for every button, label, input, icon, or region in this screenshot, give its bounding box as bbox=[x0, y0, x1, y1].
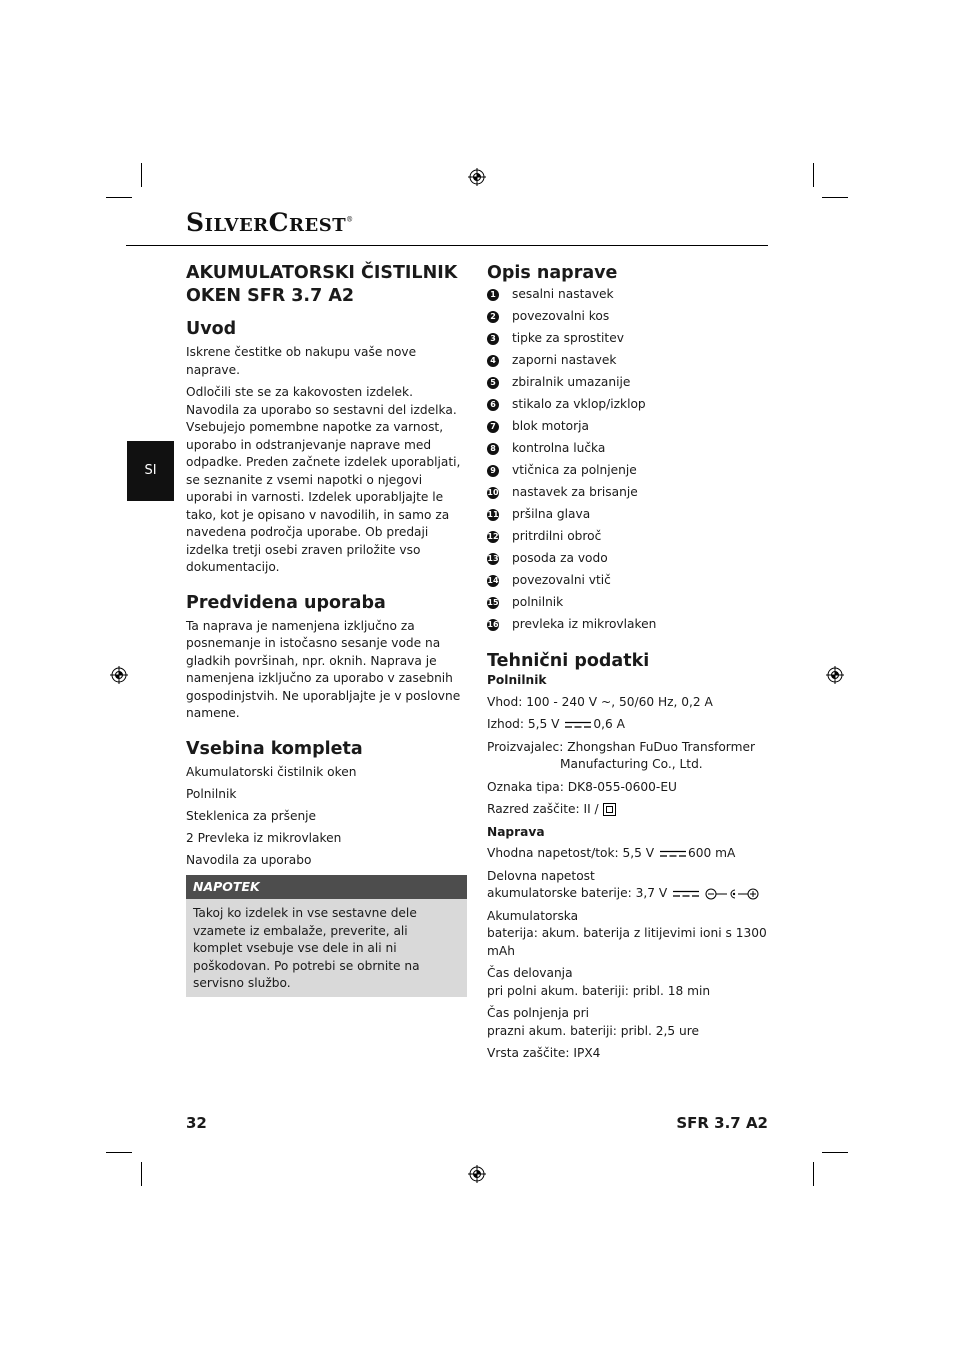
intro-text: Iskrene čestitke ob nakupu vaše nove naprave. bbox=[186, 345, 417, 377]
spec-input: Vhod: 100 - 240 V ~, 50/60 Hz, 0,2 A bbox=[487, 694, 713, 709]
list-item: 2 Prevleka iz mikrovlaken bbox=[186, 830, 342, 845]
crop-mark bbox=[141, 163, 142, 187]
parts-list bbox=[487, 284, 777, 636]
spec-manufacturer: Proizvajalec: Zhongshan FuDuo Transformer Manufacturing Co., Ltd. bbox=[487, 739, 755, 771]
list-item: 4 zaporni nastavek bbox=[487, 350, 777, 372]
dc-symbol-icon bbox=[673, 890, 699, 898]
number-badge-icon: 15 bbox=[487, 598, 499, 608]
list-item: Akumulatorski čistilnik oken bbox=[186, 764, 357, 779]
list-item: 9 vtičnica za polnjenje bbox=[487, 460, 777, 482]
list-item: Polnilnik bbox=[186, 786, 237, 801]
number-badge-icon: 16 bbox=[487, 620, 499, 630]
list-item: 10 nastavek za brisanje bbox=[487, 485, 638, 500]
contents-list bbox=[186, 764, 468, 870]
contents-heading: Vsebina kompleta bbox=[186, 738, 363, 759]
number-badge-icon: 11 bbox=[487, 510, 499, 520]
left-column bbox=[186, 262, 468, 997]
list-item: 3 tipke za sprostitev bbox=[487, 328, 777, 350]
list-item: 15 polnilnik bbox=[487, 595, 564, 610]
number-badge-icon: 6 bbox=[487, 399, 499, 411]
list-item: 14 povezovalni vtič bbox=[487, 573, 611, 588]
list-item: Navodila za uporabo bbox=[186, 852, 312, 867]
spec-charge-time: Čas polnjenja pri prazni akum. bateriji: pribl. 2,5 ure bbox=[487, 1006, 699, 1038]
intro-text: Odločili ste se za kakovosten izdelek. Navodila za uporabo so sestavni del izdelka. Vsebujejo pomembne napotke za varnost, uporabo in odstranjevanje naprave med odpadke. Preden začnete izdelek uporabljati, se seznanite z vsemi napotki o njegovi uporabi in varnosti. Izdelek uporabljajte le tako, kot je opisano v navodilih, in samo za navedena področja uporabe. Ob predaji izdelka tretji osebi zraven priložite vso dokumentacijo. bbox=[186, 385, 461, 574]
note-box bbox=[186, 875, 467, 997]
number-badge-icon: 8 bbox=[487, 443, 499, 455]
right-column bbox=[487, 262, 777, 1068]
list-item: 2 povezovalni kos bbox=[487, 306, 777, 328]
number-badge-icon: 12 bbox=[487, 532, 499, 542]
intended-use-heading: Predvidena uporaba bbox=[186, 592, 386, 613]
number-badge-icon: 13 bbox=[487, 554, 499, 564]
crop-mark bbox=[822, 197, 848, 198]
dc-symbol-icon bbox=[660, 850, 686, 858]
note-heading: NAPOTEK bbox=[186, 875, 467, 899]
number-badge-icon: 9 bbox=[487, 465, 499, 477]
polarity-icon bbox=[705, 888, 759, 900]
list-item: 13 posoda za vodo bbox=[487, 551, 608, 566]
crop-mark bbox=[813, 163, 814, 187]
tech-data-heading: Tehnični podatki bbox=[487, 651, 650, 671]
page-title: AKUMULATORSKI ČISTILNIK OKEN SFR 3.7 A2 bbox=[186, 263, 458, 306]
spec-operating-voltage: Delovna napetost akumulatorske baterije: 3,7 V bbox=[487, 868, 777, 903]
spec-runtime: Čas delovanja pri polni akum. bateriji: pribl. 18 min bbox=[487, 966, 711, 998]
spec-ip-rating: Vrsta zaščite: IPX4 bbox=[487, 1046, 601, 1060]
spec-type: Oznaka tipa: DK8-055-0600-EU bbox=[487, 779, 677, 794]
number-badge-icon: 5 bbox=[487, 377, 499, 389]
page-number: 32 bbox=[186, 1114, 207, 1132]
registration-mark-icon bbox=[468, 1165, 486, 1183]
list-item: Steklenica za pršenje bbox=[186, 808, 317, 823]
crop-mark bbox=[813, 1162, 814, 1186]
language-tab: SI bbox=[127, 441, 174, 501]
spec-output: Izhod: 5,5 V 0,6 A bbox=[487, 717, 625, 731]
spec-protection-class: Razred zaščite: II / bbox=[487, 801, 777, 819]
crop-mark bbox=[822, 1152, 848, 1153]
dc-symbol-icon bbox=[565, 721, 591, 729]
number-badge-icon: 3 bbox=[487, 333, 499, 345]
double-insulation-icon bbox=[603, 803, 616, 816]
intended-use-text: Ta naprava je namenjena izključno za posnemanje in istočasno sesanje vode na gladkih površinah, npr. oknih. Naprava je namenjena izključno za uporabo v zasebnih gospodinjstvih. Ne uporabljajte je v poslovne namene. bbox=[186, 618, 461, 720]
crop-mark bbox=[106, 197, 132, 198]
note-text: Takoj ko izdelek in vse sestavne dele vzamete iz embalaže, preverite, ali komplet vsebuje vse dele in ali ni poškodovan. Po potrebi se obrnite na servisno službo. bbox=[193, 906, 420, 990]
number-badge-icon: 1 bbox=[487, 289, 499, 301]
spec-input-voltage: Vhodna napetost/tok: 5,5 V 600 mA bbox=[487, 846, 736, 860]
header-rule bbox=[126, 245, 768, 246]
registration-mark-icon bbox=[468, 168, 486, 186]
number-badge-icon: 4 bbox=[487, 355, 499, 367]
list-item: 5 zbiralnik umazanije bbox=[487, 372, 777, 394]
footer-model: SFR 3.7 A2 bbox=[676, 1114, 768, 1132]
number-badge-icon: 7 bbox=[487, 421, 499, 433]
number-badge-icon: 10 bbox=[487, 488, 499, 498]
list-item: 6 stikalo za vklop/izklop bbox=[487, 394, 777, 416]
list-item: 1 sesalni nastavek bbox=[487, 284, 777, 306]
list-item: 11 pršilna glava bbox=[487, 507, 591, 522]
list-item: 8 kontrolna lučka bbox=[487, 438, 777, 460]
list-item: 12 pritrdilni obroč bbox=[487, 529, 602, 544]
crop-mark bbox=[106, 1152, 132, 1153]
crop-mark bbox=[141, 1162, 142, 1186]
charger-label: Polnilnik bbox=[487, 673, 547, 687]
registration-mark-icon bbox=[826, 666, 844, 684]
number-badge-icon: 2 bbox=[487, 311, 499, 323]
device-label: Naprava bbox=[487, 824, 545, 839]
list-item: 16 prevleka iz mikrovlaken bbox=[487, 617, 657, 632]
list-item: 7 blok motorja bbox=[487, 416, 777, 438]
registration-mark-icon bbox=[110, 666, 128, 684]
parts-heading: Opis naprave bbox=[487, 263, 618, 283]
number-badge-icon: 14 bbox=[487, 576, 499, 586]
intro-heading: Uvod bbox=[186, 319, 237, 339]
spec-battery: Akumulatorska baterija: akum. baterija z litijevimi ioni s 1300 mAh bbox=[487, 908, 767, 958]
brand-logo: SilverCrest® bbox=[186, 208, 354, 237]
